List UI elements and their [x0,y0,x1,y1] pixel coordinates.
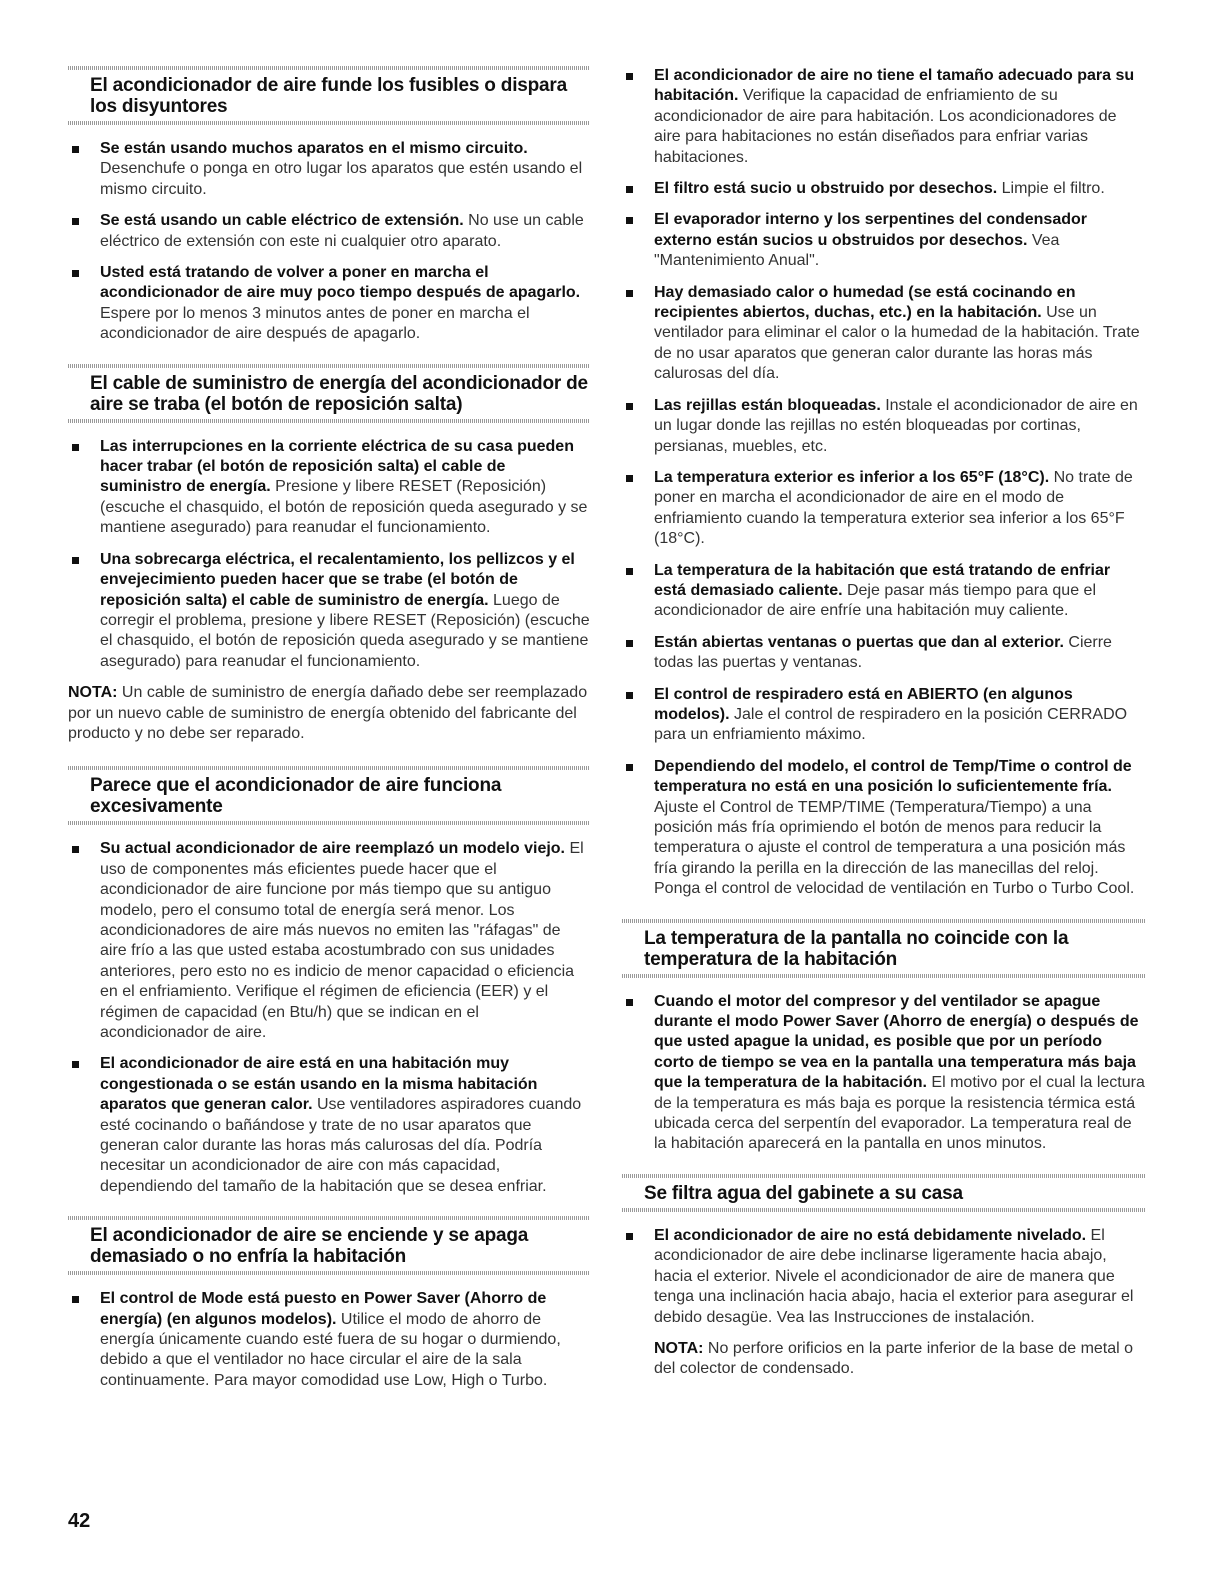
item-text: Luego de corregir el problema, presione y libere RESET (Reposición) (escuche el chasquido, el botón de reposición queda asegurado y se mantiene asegurado) para reanudar el funcionamiento. [100,591,590,670]
item-heading: Las interrupciones en la corriente eléctrica de su casa pueden hacer trabar (el botón de reposición salta) el cable de suministro de energía. [100,437,574,496]
item-heading: La temperatura exterior es inferior a los 65°F (18°C). [654,468,1050,486]
dotted-rule [622,974,1146,978]
dotted-rule [622,919,1146,923]
item-text: Verifique la capacidad de enfriamiento de su acondicionador de aire para habitación. Los acondicionadores de aire para habitaciones no están diseñados para enfriar varias habitaciones. [654,87,1117,166]
item-heading: Se está usando un cable eléctrico de extensión. [100,212,464,230]
item-text: No use un cable eléctrico de extensión con este ni cualquier otro aparato. [100,212,584,250]
dotted-rule [68,1271,590,1275]
item-text: Presione y libere RESET (Reposición) (escuche el chasquido, el botón de reposición queda asegurado y se mantiene asegurado) para reanudar el funcionamiento. [100,478,588,537]
item-heading: El control de Mode está puesto en Power Saver (Ahorro de energía) (en algunos modelos). [100,1290,547,1328]
item-text: El acondicionador de aire debe inclinarse ligeramente hacia abajo, hacia el exterior. Nivele el acondicionador de aire de manera que tenga una inclinación hacia abajo, hacia el exterior para asegurar el debido desagüe. Vea las Instrucciones de instalación. [654,1226,1134,1326]
section-title: La temperatura de la pantalla no coincide con la temperatura de la habitación [644,927,1069,970]
item-heading: Su actual acondicionador de aire reemplazó un modelo viejo. [100,840,565,858]
list-item [68,139,590,200]
item-heading: Las rejillas están bloqueadas. [654,396,881,414]
bullet-list [68,437,590,672]
list-item [622,283,1146,385]
section-header [68,66,590,125]
item-text: Limpie el filtro. [997,180,1105,198]
list-item [622,757,1146,900]
section-header [68,364,590,423]
item-text: Cierre todas las puertas y ventanas. [654,633,1112,672]
dotted-rule [68,121,590,125]
note-text: No perfore orificios en la parte inferior de la base de metal o del colector de condensado. [654,1339,1134,1378]
list-item [622,468,1146,550]
section-header [622,919,1146,978]
note-paragraph [68,683,590,744]
page-number: 42 [68,1510,91,1532]
left-column [68,66,590,1402]
list-item [68,1289,590,1391]
list-item [622,992,1146,1155]
item-text: Ajuste el Control de TEMP/TIME (Temperatura/Tiempo) a una posición más fría oprimiendo el botón de menos para reducir la temperatura o ajuste el control de temperatura a una posición más fría girando la perilla en la dirección de las manecillas del reloj. Ponga el control de velocidad de ventilación en Turbo o Turbo Cool. [654,798,1135,898]
item-text: Espere por lo menos 3 minutos antes de poner en marcha el acondicionador de aire después de apagarlo. [100,304,530,343]
item-text: Utilice el modo de ahorro de energía únicamente cuando esté fuera de su hogar o durmiendo, debido a que el ventilador no hace circular el aire de la sala continuamente. Para mayor comodidad use Low, High o Turbo. [100,1310,561,1389]
dotted-rule [68,1216,590,1220]
section-header [68,766,590,825]
item-text: El uso de componentes más eficientes puede hacer que el acondicionador de aire funcione por más tiempo que su antiguo modelo, pero el consumo total de energía será menor. Los acondicionadores de aire más nuevos no emiten las "ráfagas" de aire frío a las que usted estaba acostumbrado con sus unidades anteriores, pero esto no es indicio de menor capacidad o eficiencia en el enfriamiento. Verifique el régimen de eficiencia (EER) y el régimen de capacidad (en Btu/h) que se indican en el acondicionador de aire. [100,840,584,1041]
list-item [622,561,1146,622]
note-text: Un cable de suministro de energía dañado debe ser reemplazado por un nuevo cable de suministro de energía obtenido del fabricante del producto y no debe ser reparado. [68,684,588,742]
list-item [68,839,590,1043]
item-text: Use ventiladores aspiradores cuando esté cocinando o bañándose y trate de no usar aparatos que generan calor durante las horas más calurosas del día. Podría necesitar un acondicionador de aire con más capacidad, dependiendo del tamaño de la habitación que se desea enfriar. [100,1096,582,1195]
item-text: Use un ventilador para eliminar el calor o la humedad de la habitación. Trate de no usar aparatos que generan calor durante las horas más calurosas del día. [654,304,1140,383]
note-label: NOTA: [654,1339,704,1357]
section-title: Se filtra agua del gabinete a su casa [644,1182,963,1204]
item-heading: Se están usando muchos aparatos en el mismo circuito. [100,140,528,157]
bullet-list [622,66,1146,900]
item-text: El motivo por el cual la lectura de la temperatura es más baja es porque la resistencia térmica está ubicada cerca del serpentín del evaporador. La temperatura real de la habitación aparecerá en la pantalla en unos minutos. [654,1074,1145,1153]
list-item [622,210,1146,271]
right-column [622,66,1146,1394]
dotted-rule [68,766,590,770]
section-title: El acondicionador de aire funde los fusibles o dispara los disyuntores [90,75,567,117]
section-title: Parece que el acondicionador de aire funciona excesivamente [90,775,502,818]
list-item [622,179,1146,199]
item-heading: El evaporador interno y los serpentines del condensador externo están sucios u obstruidos por desechos. [654,211,1087,249]
list-item [622,633,1146,674]
list-item [68,550,590,672]
note-label: NOTA: [68,684,118,702]
item-text: Desenchufe o ponga en otro lugar los aparatos que estén usando el mismo circuito. [100,160,583,198]
item-heading: Cuando el motor del compresor y del ventilador se apague durante el modo Power Saver (Ahorro de energía) o después de que usted apague la unidad, es posible que por un período corto de tiempo se vea en la pantalla una temperatura más baja que la temperatura de la habitación. [654,992,1139,1092]
item-heading: Hay demasiado calor o humedad (se está cocinando en recipientes abiertos, duchas, etc.) en la habitación. [654,283,1076,322]
item-heading: El acondicionador de aire no está debidamente nivelado. [654,1226,1087,1244]
list-item [622,66,1146,168]
item-heading: El control de respiradero está en ABIERTO (en algunos modelos). [654,685,1073,723]
item-heading: La temperatura de la habitación que está tratando de enfriar está demasiado caliente. [654,561,1111,599]
list-item [68,263,590,345]
list-item [68,211,590,252]
list-item [68,437,590,539]
dotted-rule [68,66,590,70]
dotted-rule [622,1208,1146,1212]
item-heading: El acondicionador de aire no tiene el tamaño adecuado para su habitación. [654,67,1135,105]
item-heading: El acondicionador de aire está en una habitación muy congestionada o se están usando en la misma habitación aparatos que generan calor. [100,1055,538,1114]
dotted-rule [68,419,590,423]
item-text: Vea "Mantenimiento Anual". [654,231,1060,270]
item-heading: El filtro está sucio u obstruido por desechos. [654,180,998,198]
item-heading: Dependiendo del modelo, el control de Temp/Time o control de temperatura no está en una posición lo suficientemente fría. [654,757,1132,796]
list-item [622,1226,1146,1328]
item-text: No trate de poner en marcha el acondicionador de aire en el modo de enfriamiento cuando la temperatura exterior sea inferior a los 65°F (18°C). [654,468,1133,548]
bullet-list [68,839,590,1197]
section-title: El cable de suministro de energía del acondicionador de aire se traba (el botón de reposición salta) [90,372,588,415]
item-text: Jale el control de respiradero en la posición CERRADO para un enfriamiento máximo. [654,705,1128,744]
dotted-rule [68,821,590,825]
dotted-rule [68,364,590,368]
bullet-list [622,992,1146,1155]
list-item [68,1054,590,1197]
item-text: Instale el acondicionador de aire en un lugar donde las rejillas no estén bloqueadas por cortinas, persianas, muebles, etc. [654,396,1138,455]
dotted-rule [622,1174,1146,1178]
item-heading: Están abiertas ventanas o puertas que dan al exterior. [654,633,1064,651]
bullet-list [622,1226,1146,1328]
item-heading: Usted está tratando de volver a poner en marcha el acondicionador de aire muy poco tiempo después de apagarlo. [100,264,581,302]
section-header [622,1174,1146,1212]
item-text: Deje pasar más tiempo para que el acondicionador de aire enfríe una habitación muy caliente. [654,581,1096,620]
section-header [68,1216,590,1275]
list-item [622,685,1146,746]
list-item [622,396,1146,457]
bullet-list [68,139,590,345]
note-paragraph [622,1339,1146,1380]
section-title: El acondicionador de aire se enciende y se apaga demasiado o no enfría la habitación [90,1225,529,1268]
bullet-list [68,1289,590,1391]
item-heading: Una sobrecarga eléctrica, el recalentamiento, los pellizcos y el envejecimiento pueden hacer que se trabe (el botón de reposición salta) el cable de suministro de energía. [100,550,575,609]
